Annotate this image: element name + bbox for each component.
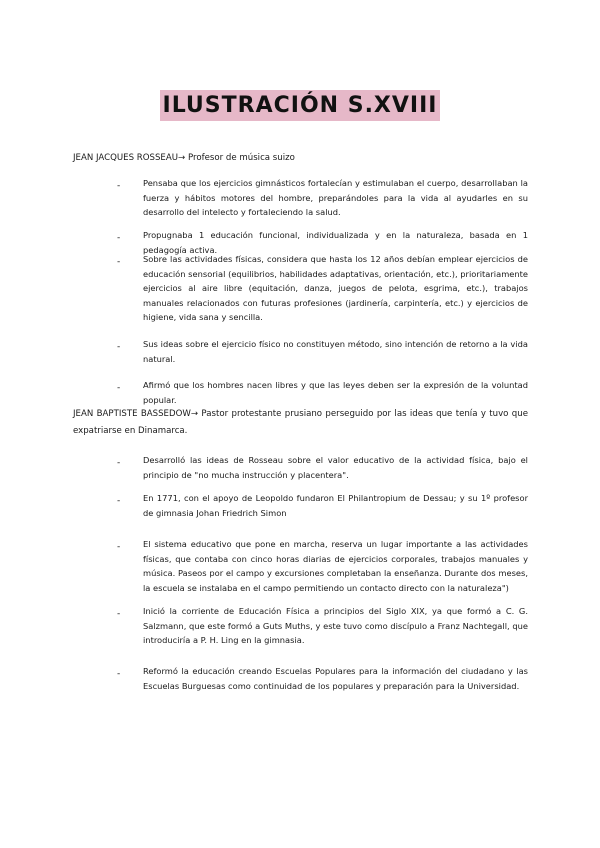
bullet-marker: - [117, 181, 121, 191]
bullet-marker: - [117, 496, 121, 506]
title-wrap [0, 90, 600, 121]
list-item: Inició la corriente de Educación Física a principios del Siglo XIX, ya que formó a C. G. Salzmann, que este formó a Guts Muths, y este tuvo como discípulo a Franz Nachtegall, que introduciría a P. H. Ling en la gimnasia. [143, 606, 528, 645]
bullet-marker: - [117, 233, 121, 243]
bullet-marker: - [117, 383, 121, 393]
list-item: Desarrolló las ideas de Rosseau sobre el valor educativo de la actividad física, bajo el principio de "no mucha instrucción y placentera". [143, 455, 528, 480]
bullet-marker: - [117, 669, 121, 679]
list-item: En 1771, con el apoyo de Leopoldo fundaron El Philantropium de Dessau; y su 1º profesor de gimnasia Johan Friedrich Simon [143, 493, 528, 518]
list-item: Pensaba que los ejercicios gimnásticos fortalecían y estimulaban el cuerpo, desarrollaban la fuerza y hábitos motores del hombre, preparándoles para la vida al ayudarles en su desarrollo del intelecto y fortaleciendo la salud. [143, 178, 528, 217]
list-item: Reformó la educación creando Escuelas Populares para la información del ciudadano y las Escuelas Burguesas como continuidad de los populares y preparación para la Universidad. [143, 666, 528, 691]
list-item: Afirmó que los hombres nacen libres y que las leyes deben ser la expresión de la voluntad popular. [143, 380, 528, 405]
bullet-marker: - [117, 257, 121, 267]
section-heading-bassedow: JEAN BAPTISTE BASSEDOW→ Pastor protestante prusiano perseguido por las ideas que tenía y tuvo que expatriarse en Dinamarca. [73, 409, 528, 436]
list-item: Propugnaba 1 educación funcional, individualizada y en la naturaleza, basada en 1 pedagogía activa. [143, 230, 528, 255]
list-item: Sus ideas sobre el ejercicio físico no constituyen método, sino intención de retorno a la vida natural. [143, 339, 528, 364]
bullet-marker: - [117, 342, 121, 352]
page-title: ILUSTRACIÓN S.XVIII [160, 90, 441, 121]
bullet-marker: - [117, 609, 121, 619]
bullet-marker: - [117, 542, 121, 552]
section-heading-rosseau: JEAN JACQUES ROSSEAU→ Profesor de música suizo [73, 153, 295, 163]
list-item: Sobre las actividades físicas, considera que hasta los 12 años debían emplear ejercicios de educación sensorial (equilibrios, habilidades adaptativas, orientación, etc.), prioritariamente ejercicios al aire libre (equitación, danza, juegos de pelota, esgrima, etc.), trabajos manuales relacionados con futuras profesiones (jardinería, carpintería, etc.) y ejercicios de higiene, vida sana y sencilla. [143, 254, 528, 322]
bullet-marker: - [117, 458, 121, 468]
list-item: El sistema educativo que pone en marcha, reserva un lugar importante a las actividades físicas, que contaba con cinco horas diarias de ejercicios corporales, trabajos manuales y música. Paseos por el campo y excursiones completaban la enseñanza. Durante dos meses, la escuela se instalaba en el campo permitiendo un contacto directo con la naturaleza") [143, 539, 528, 593]
